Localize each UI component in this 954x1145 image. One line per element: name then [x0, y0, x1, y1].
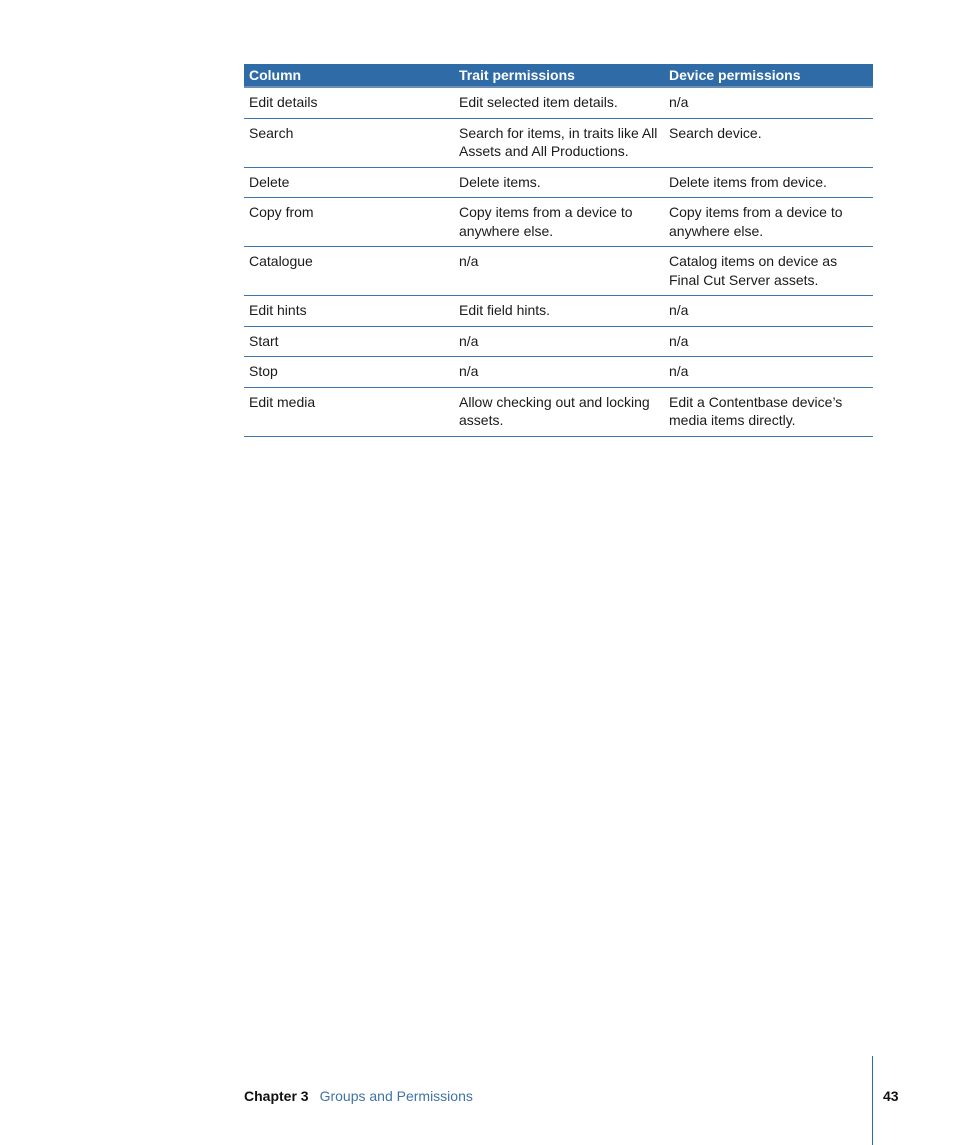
device-permission-cell: Search device. [664, 118, 873, 167]
trait-permission-cell: n/a [454, 326, 664, 357]
column-cell: Catalogue [244, 247, 454, 296]
table-header-row [244, 64, 873, 87]
permissions-table [244, 64, 873, 437]
trait-permission-cell: Copy items from a device to anywhere else. [454, 198, 664, 247]
footer-divider [872, 1056, 873, 1145]
device-permission-cell: n/a [664, 357, 873, 388]
trait-permission-cell: Edit selected item details. [454, 87, 664, 118]
column-header-device-permissions: Device permissions [664, 64, 873, 87]
table-row [244, 118, 873, 167]
column-cell: Edit media [244, 387, 454, 436]
chapter-label: Chapter 3 [244, 1088, 309, 1104]
trait-permission-cell: Delete items. [454, 167, 664, 198]
page-footer [244, 1087, 473, 1105]
trait-permission-cell: n/a [454, 357, 664, 388]
table-row [244, 167, 873, 198]
column-cell: Start [244, 326, 454, 357]
device-permission-cell: Delete items from device. [664, 167, 873, 198]
column-cell: Edit hints [244, 296, 454, 327]
device-permission-cell: Edit a Contentbase device’s media items directly. [664, 387, 873, 436]
device-permission-cell: n/a [664, 87, 873, 118]
column-cell: Copy from [244, 198, 454, 247]
column-header-trait-permissions: Trait permissions [454, 64, 664, 87]
column-cell: Search [244, 118, 454, 167]
column-header-column: Column [244, 64, 454, 87]
page-number: 43 [883, 1088, 899, 1104]
table-row [244, 296, 873, 327]
table-row [244, 357, 873, 388]
table-row [244, 326, 873, 357]
table-row [244, 387, 873, 436]
column-cell: Stop [244, 357, 454, 388]
chapter-title: Groups and Permissions [319, 1088, 473, 1104]
device-permission-cell: Catalog items on device as Final Cut Server assets. [664, 247, 873, 296]
column-cell: Edit details [244, 87, 454, 118]
column-cell: Delete [244, 167, 454, 198]
device-permission-cell: Copy items from a device to anywhere else. [664, 198, 873, 247]
table-row [244, 247, 873, 296]
device-permission-cell: n/a [664, 326, 873, 357]
trait-permission-cell: Edit field hints. [454, 296, 664, 327]
table-row [244, 87, 873, 118]
trait-permission-cell: Allow checking out and locking assets. [454, 387, 664, 436]
trait-permission-cell: Search for items, in traits like All Assets and All Productions. [454, 118, 664, 167]
trait-permission-cell: n/a [454, 247, 664, 296]
table-row [244, 198, 873, 247]
device-permission-cell: n/a [664, 296, 873, 327]
